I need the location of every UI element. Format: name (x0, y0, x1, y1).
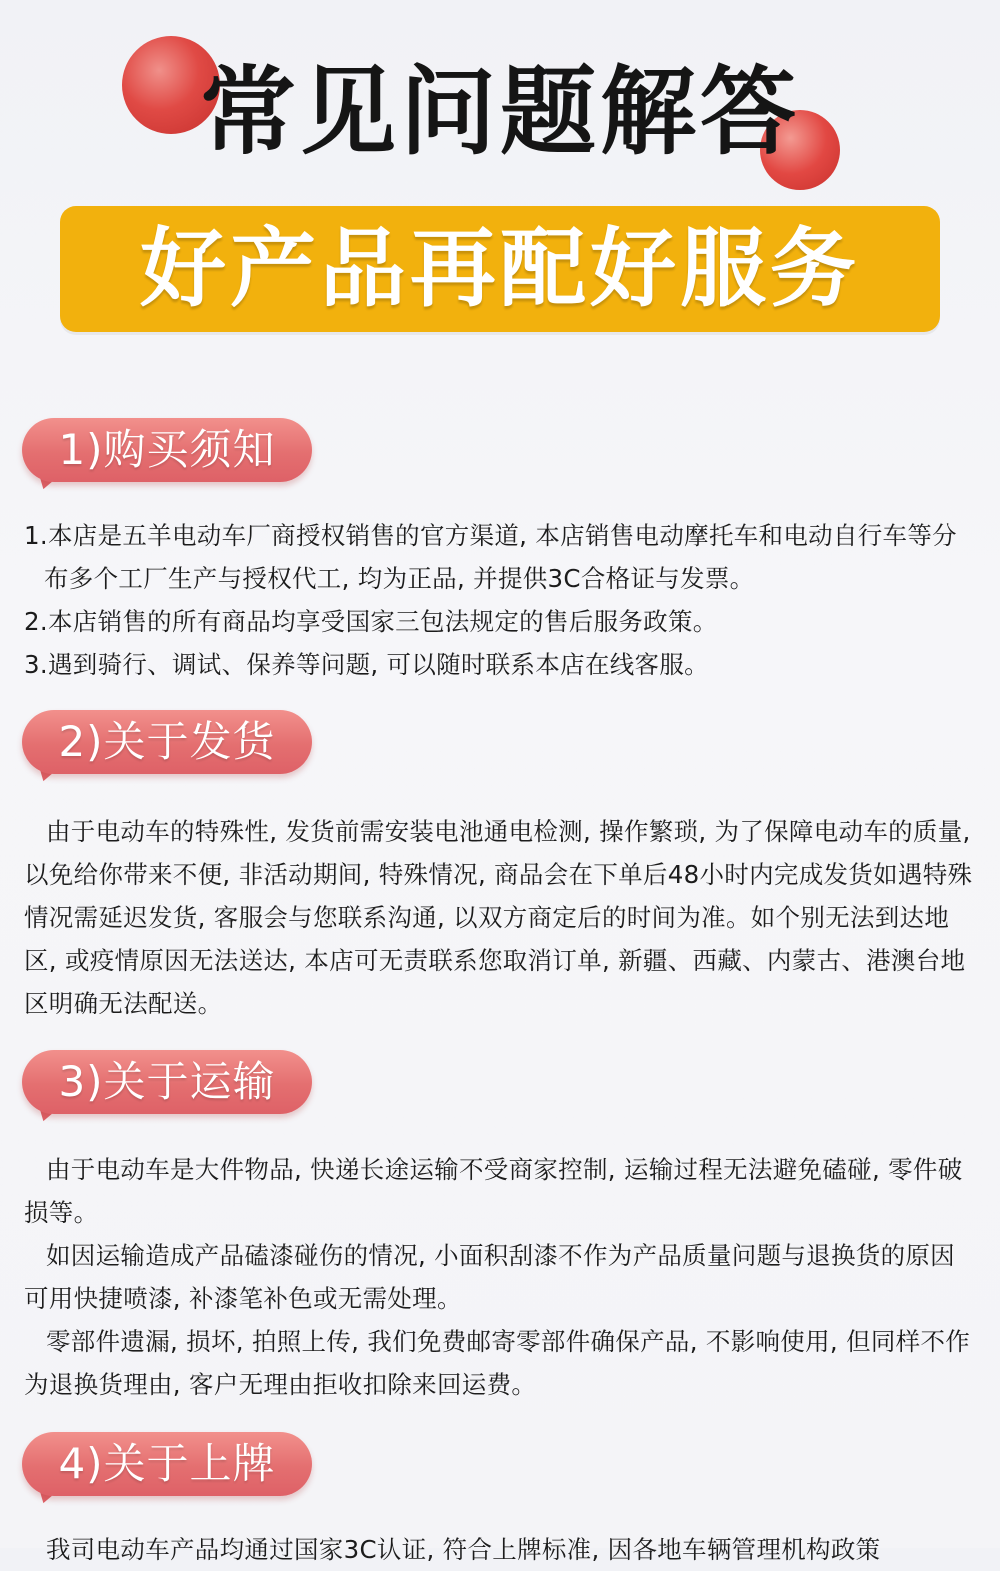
slogan-text: 好产品再配好服务 (140, 219, 860, 319)
paragraph: 由于电动车是大件物品, 快递长途运输不受商家控制, 运输过程无法避免磕碰, 零件破损等。 (24, 1155, 963, 1227)
section-header-transport (22, 1050, 312, 1120)
paragraph: 我司电动车产品均通过国家3C认证, 符合上牌标准, 因各地车辆管理机构政策 (46, 1535, 881, 1564)
paragraph: 3.遇到骑行、调试、保养等问题, 可以随时联系本店在线客服。 (24, 650, 709, 679)
page-title: 常见问题解答 (200, 56, 800, 168)
section-body-shipping (24, 810, 979, 1025)
paragraph: 1.本店是五羊电动车厂商授权销售的官方渠道, 本店销售电动摩托车和电动自行车等分布多个工厂生产与授权代工, 均为正品, 并提供3C合格证与发票。 (24, 521, 957, 593)
section-title: 3)关于运输 (58, 1057, 276, 1106)
section-body-transport (24, 1148, 979, 1406)
section-title: 2)关于发货 (58, 717, 276, 766)
section-body-purchase (24, 514, 979, 686)
section-title: 1)购买须知 (58, 425, 276, 474)
paragraph: 零部件遗漏, 损坏, 拍照上传, 我们免费邮寄零部件确保产品, 不影响使用, 但同样不作为退换货理由, 客户无理由拒收扣除来回运费。 (24, 1327, 971, 1399)
paragraph: 如因运输造成产品磕漆碰伤的情况, 小面积刮漆不作为产品质量问题与退换货的原因可用快捷喷漆, 补漆笔补色或无需处理。 (24, 1241, 955, 1313)
section-header-shipping (22, 710, 312, 780)
slogan-banner (60, 206, 940, 332)
section-title: 4)关于上牌 (58, 1439, 276, 1488)
paragraph: 2.本店销售的所有商品均享受国家三包法规定的售后服务政策。 (24, 607, 718, 636)
section-body-registration (24, 1528, 979, 1571)
section-header-purchase (22, 418, 312, 488)
section-header-registration (22, 1432, 312, 1502)
paragraph: 由于电动车的特殊性, 发货前需安装电池通电检测, 操作繁琐, 为了保障电动车的质量, 以免给你带来不便, 非活动期间, 特殊情况, 商品会在下单后48小时内完成发货如遇特殊情况需延迟发货, 客服会与您联系沟通, 以双方商定后的时间为准。如个别无法到达地区, 或疫情原因无法送达, 本店可无责联系您取消订单, 新疆、西藏、内蒙古、港澳台地区明确无法配送。 (24, 817, 973, 1018)
